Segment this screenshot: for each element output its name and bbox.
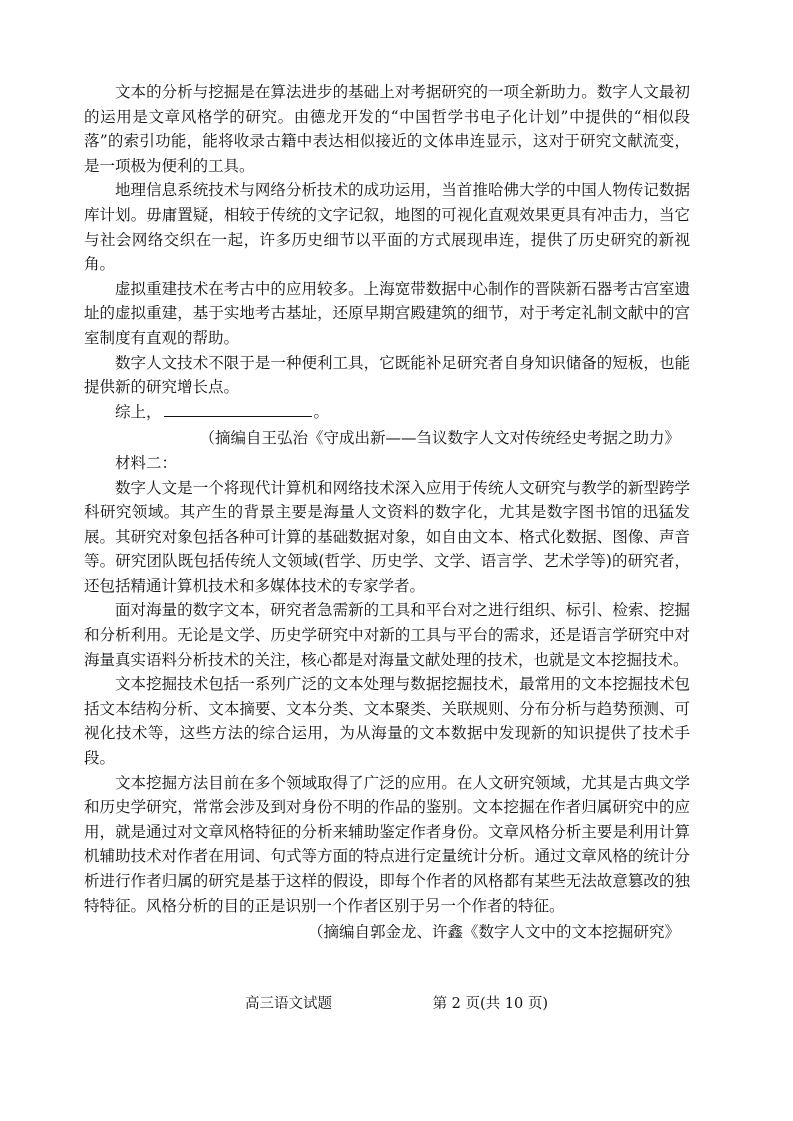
material-one-source: （摘编自王弘治《守成出新——刍议数字人文对传统经史考据之助力》 <box>199 429 680 448</box>
summary-fill-in-line <box>84 400 690 425</box>
page-footer <box>0 992 793 1013</box>
material-two-source: （摘编自郭金龙、许鑫《数字人文中的文本挖掘研究》 <box>307 923 680 942</box>
material-one-paragraph-4: 数字人文技术不限于是一种便利工具，它既能补足研究者自身知识储备的短板，也能提供新的研究增长点。 <box>84 353 690 397</box>
material-two-paragraph-2: 面对海量的数字文本，研究者急需新的工具和平台对之进行组织、标引、检索、挖掘和分析利用。无论是文学、历史学研究中对新的工具与平台的需求，还是语言学研究中对海量真实语料分析技术的关注，核心都是对海量文献处理的技术，也就是文本挖掘技术。 <box>84 601 690 669</box>
material-two-paragraph-3: 文本挖掘技术包括一系列广泛的文本处理与数据挖掘技术，最常用的文本挖掘技术包括文本结构分析、文本摘要、文本分类、文本聚类、关联规则、分布分析与趋势预测、可视化技术等，这些方法的综合运用，为从海量的文本数据中发现新的知识提供了技术手段。 <box>84 675 690 768</box>
summary-suffix: 。 <box>313 402 330 421</box>
answer-blank[interactable] <box>164 401 312 417</box>
material-one-paragraph-1: 文本的分析与挖掘是在算法进步的基础上对考据研究的一项全新助力。数字人文最初的运用是文章风格学的研究。由德龙开发的“中国哲学书电子化计划”中提供的“相似段落”的索引功能，能将收录古籍中表达相似接近的文体串连显示，这对于研究文献流变，是一项极为便利的工具。 <box>84 83 690 175</box>
page-number: 第 2 页(共 10 页) <box>432 996 549 1012</box>
material-one-paragraph-2: 地理信息系统技术与网络分析技术的成功运用，当首推哈佛大学的中国人物传记数据库计划。毋庸置疑，相较于传统的文字记叙，地图的可视化直观效果更具有冲击力，当它与社会网络交织在一起，许多历史细节以平面的方式展现串连，提供了历史研究的新视角。 <box>84 181 690 274</box>
summary-prefix: 综上， <box>115 402 162 421</box>
exam-subject: 高三语文试题 <box>244 996 332 1012</box>
material-two-paragraph-1: 数字人文是一个将现代计算机和网络技术深入应用于传统人文研究与教学的新型跨学科研究领域。其产生的背景主要是海量人文资料的数字化，尤其是数字图书馆的迅猛发展。其研究对象包括各种可计算的基础数据对象，如自由文本、格式化数据、图像、声音等。研究团队既包括传统人文领域(哲学、历史学、文学、语言学、艺术学等)的研究者，还包括精通计算机技术和多媒体技术的专家学者。 <box>84 478 690 595</box>
material-one-paragraph-3: 虚拟重建技术在考古中的应用较多。上海宽带数据中心制作的晋陕新石器考古宫室遗址的虚拟重建，基于实地考古基址，还原早期宫殿建筑的细节，对于考定礼制文献中的宫室制度有直观的帮助。 <box>84 279 690 347</box>
material-two-paragraph-4: 文本挖掘方法目前在多个领域取得了广泛的应用。在人文研究领域，尤其是古典文学和历史学研究，常常会涉及到对身份不明的作品的鉴别。文本挖掘在作者归属研究中的应用，就是通过对文章风格特征的分析来辅助鉴定作者身份。文章风格分析主要是利用计算机辅助技术对作者在用词、句式等方面的特点进行定量统计分析。通过文章风格的统计分析进行作者归属的研究是基于这样的假设，即每个作者的风格都有某些无法故意篡改的独特特征。风格分析的目的正是识别一个作者区别于另一个作者的特征。 <box>84 773 690 915</box>
document-body <box>84 80 690 945</box>
material-two-heading: 材料二： <box>115 453 178 472</box>
